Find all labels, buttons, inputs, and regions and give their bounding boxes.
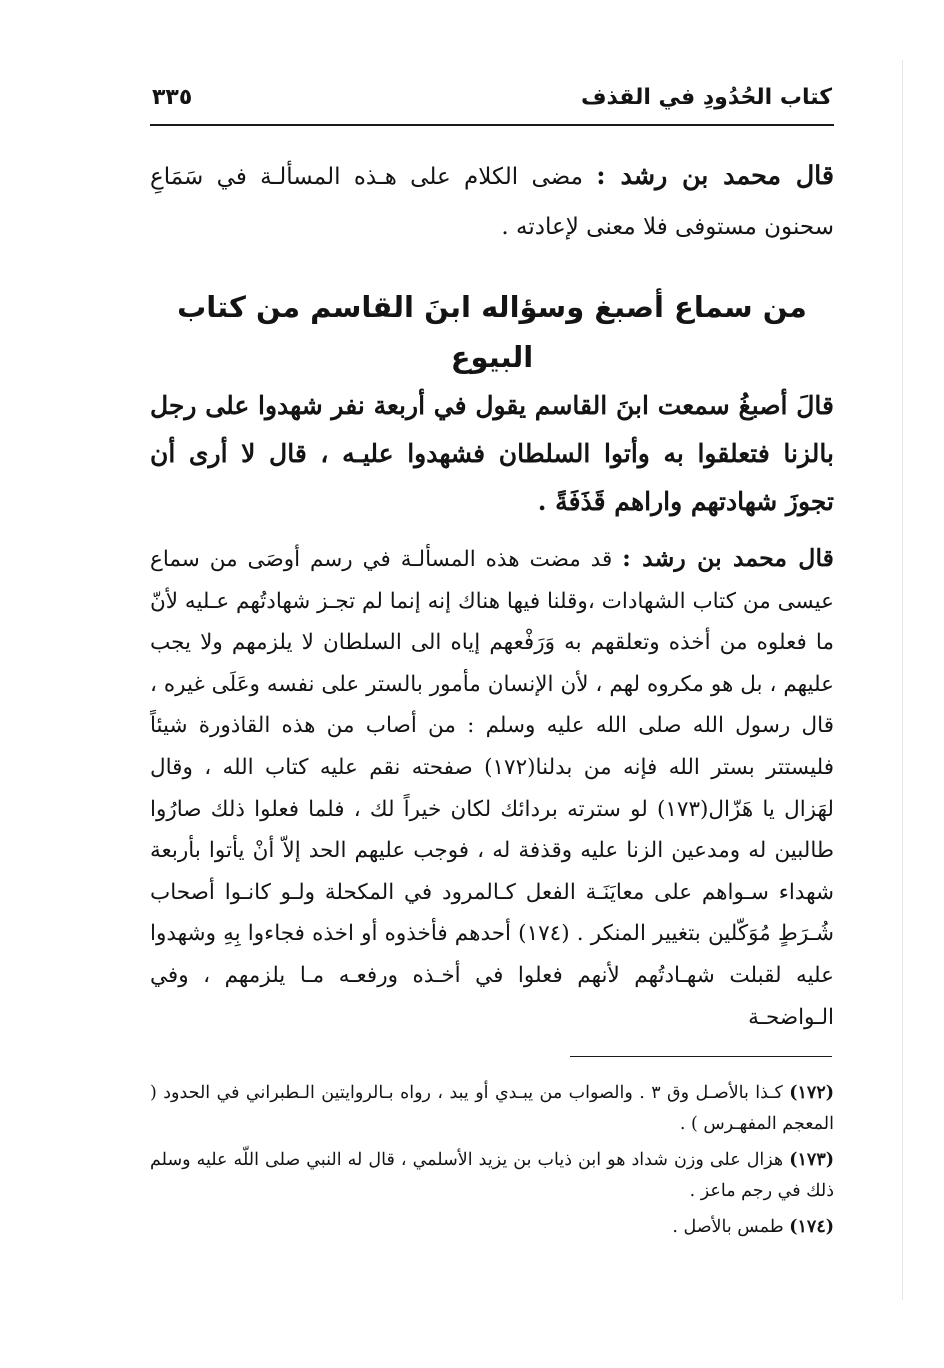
paragraph-ibn-rushd-comment-2: [150, 538, 834, 1038]
footnote-text: طمس بالأصل .: [672, 1217, 784, 1237]
paragraph-text: قالَ أصبغُ سمعت ابنَ القاسم يقول في أربعة نفر شهدوا على رجل بالزنا فتعلقوا به وأتوا السلطان فشهدوا عليـه ، قال لا أرى أن تجوزَ شهادتهم واراهم قَذَفَةً .: [150, 391, 834, 516]
footnote-number: (١٧٢): [789, 1083, 834, 1103]
book-title: كتاب الحُدُودِ في القذف: [580, 85, 832, 110]
paragraph-ibn-rushd-comment-1: [150, 150, 834, 252]
footnotes: [150, 1078, 834, 1248]
footnote-text: هزال على وزن شداد هو ابن ذياب بن يزيد الأسلمي ، قال له النبي صلى اللّه عليه وسلم ذلك في رجم ماعز .: [150, 1150, 834, 1201]
speaker-label: قال محمد بن رشد :: [622, 544, 834, 572]
speaker-label: قال محمد بن رشد :: [596, 160, 834, 190]
footnote-172: [150, 1078, 834, 1140]
footnote-number: (١٧٣): [789, 1150, 834, 1170]
footnote-174: [150, 1212, 834, 1243]
page-number: ٣٣٥: [152, 85, 193, 110]
footnote-separator: [570, 1056, 832, 1057]
footnote-text: كـذا بالأصـل وق ٣ . والصواب من يبـدي أو يبد ، رواه بـالروايتين الـطبراني في الحدود ( المعجم المفهـرس ) .: [150, 1083, 834, 1134]
paragraph-text: قد مضت هذه المسألـة في رسم أوصَى من سماع عيسى من كتاب الشهادات ،وقلنا فيها هناك إنه إنما لم تجـز شهادتُهم عـليه لأنّ ما فعلوه من أخذه وتعلقهم به وَرَفْعهم إياه الى السلطان لا يلزمهم ولا يجب عليهم ، بل هو مكروه لهم ، لأن الإنسان مأمور بالستر على نفسه وعَلَى غيره ، قال رسول الله صلى الله عليه وسلم : من أصاب من هذه القاذورة شيئاً فليستتر بستر الله فإنه من بدلنا(١٧٢) صفحته نقم عليه كتاب الله ، وقال لهَزال يا هَزّال(١٧٣) لو سترته بردائك لكان خيراً لك ، فلما فعلوا ذلك صارُوا طالبين له ومدعين الزنا عليه وقذفة له ، فوجب عليهم الحد إلاّ أنْ يأتوا بأربعة شهداء سـواهم على معايَنَـة الفعل كـالمرود في المكحلة ولـو كانـوا أصحاب شُـرَطٍ مُوَكّلين بتغيير المنكر . (١٧٤) أحدهم فأخذوه أو اخذه فجاءوا بِهِ وشهدوا عليه لقبلت شهـادتُهم لأنهم فعلوا في أخـذه ورفعـه مـا يلزمهم ، وفي الـواضحـة: [150, 547, 834, 1030]
page-edge-line: [902, 60, 903, 1300]
paragraph-text: مضى الكلام على هـذه المسألـة في سَمَاعِ سحنون مستوفى فلا معنى لإعادته .: [150, 164, 834, 240]
paragraph-asbagh-question: [150, 382, 834, 526]
running-head: [152, 85, 832, 119]
footnote-number: (١٧٤): [789, 1217, 834, 1237]
section-heading: من سماع أصبغ وسؤاله ابنَ القاسم من كتاب البيوع: [177, 290, 807, 374]
header-rule: [150, 124, 834, 126]
footnote-173: [150, 1145, 834, 1207]
